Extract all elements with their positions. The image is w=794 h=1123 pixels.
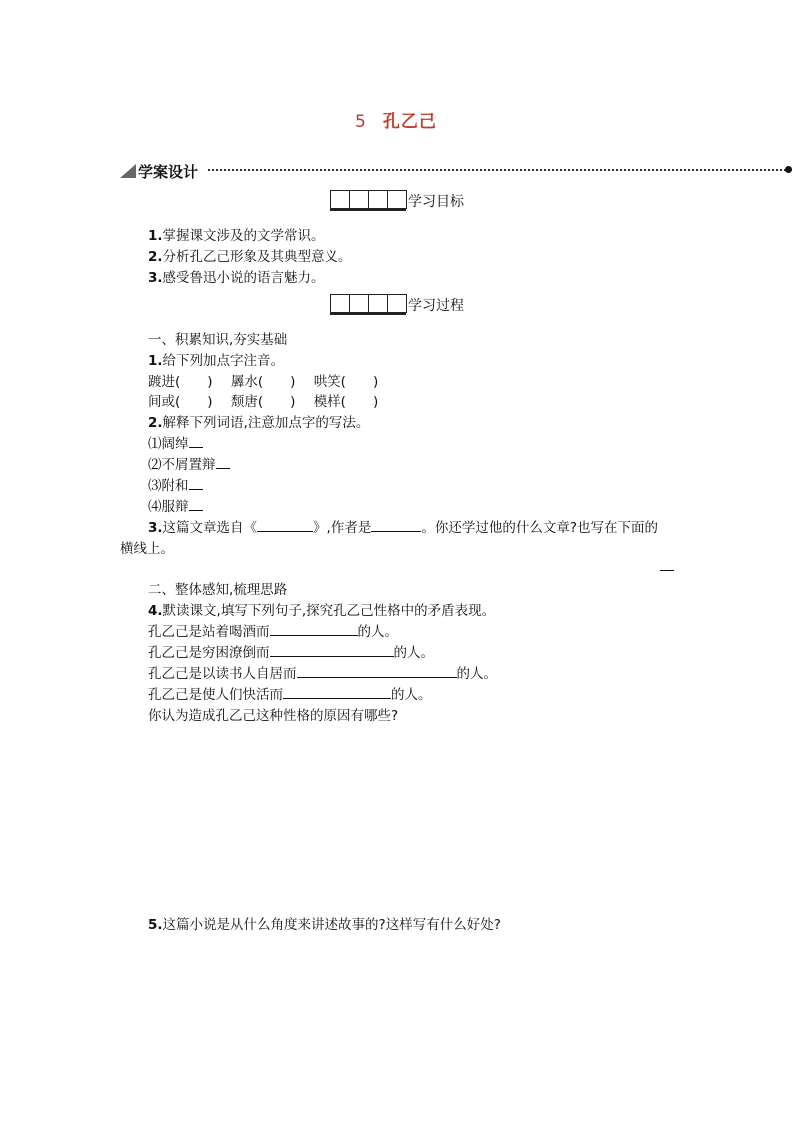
pinyin-item: 间或( ) bbox=[148, 394, 213, 410]
q2-item: ⑷服辩 bbox=[148, 495, 203, 515]
q2-item: ⑶附和 bbox=[148, 474, 203, 494]
heading-boxes bbox=[330, 190, 406, 211]
process-heading bbox=[330, 294, 464, 314]
goal-item: 3.感受鲁迅小说的语言魅力。 bbox=[148, 270, 325, 286]
q2-text: 2.解释下列词语,注意加点字的写法。 bbox=[148, 415, 370, 431]
lesson-title: 孔乙己 bbox=[382, 112, 437, 132]
answer-blank[interactable] bbox=[270, 644, 394, 657]
answer-line[interactable] bbox=[660, 570, 674, 571]
section-header bbox=[120, 160, 792, 182]
answer-blank[interactable] bbox=[270, 623, 358, 636]
q5-text: 5.这篇小说是从什么角度来讲述故事的?这样写有什么好处? bbox=[148, 917, 501, 933]
page-title bbox=[355, 107, 437, 132]
goal-item: 2.分析孔乙己形象及其典型意义。 bbox=[148, 249, 352, 265]
pinyin-item: 羼水( ) bbox=[230, 374, 296, 390]
q4-question: 你认为造成孔乙己这种性格的原因有哪些? bbox=[148, 708, 399, 724]
pinyin-item: 踱进( ) bbox=[148, 374, 213, 390]
heading-boxes bbox=[330, 294, 406, 315]
q4-sentence: 孔乙己是站着喝酒而 的人。 bbox=[148, 624, 398, 640]
q3-text: 3.这篇文章选自《 》,作者是 。你还学过他的什么文章?也写在下面的 bbox=[148, 520, 658, 536]
goal-item: 1.掌握课文涉及的文学常识。 bbox=[148, 228, 325, 244]
rule-end-dot-icon bbox=[785, 166, 792, 173]
answer-blank[interactable] bbox=[371, 519, 421, 532]
pinyin-item: 颓唐( ) bbox=[230, 394, 296, 410]
part1-heading: 一、积累知识,夯实基础 bbox=[148, 332, 288, 348]
dotted-rule bbox=[208, 169, 786, 171]
q4-text: 4.默读课文,填写下列句子,探究孔乙己性格中的矛盾表现。 bbox=[148, 603, 496, 619]
q4-sentence: 孔乙己是穷困潦倒而 的人。 bbox=[148, 645, 434, 661]
answer-blank[interactable] bbox=[297, 665, 457, 678]
answer-blank[interactable] bbox=[257, 519, 313, 532]
q1-row1 bbox=[148, 370, 378, 390]
goals-heading bbox=[330, 190, 464, 210]
answer-blank[interactable] bbox=[283, 686, 391, 699]
q2-item: ⑴阔绰 bbox=[148, 432, 203, 452]
q1-row2 bbox=[148, 390, 378, 410]
q4-sentence: 孔乙己是以读书人自居而 的人。 bbox=[148, 666, 497, 682]
pinyin-item: 模样( ) bbox=[313, 394, 379, 410]
lesson-number: 5 bbox=[355, 112, 367, 132]
q4-sentence: 孔乙己是使人们快活而 的人。 bbox=[148, 687, 432, 703]
process-heading-label: 学习过程 bbox=[408, 297, 464, 314]
q3-cont: 横线上。 bbox=[120, 541, 174, 557]
section-label: 学案设计 bbox=[138, 163, 199, 181]
q1-text: 1.给下列加点字注音。 bbox=[148, 353, 285, 369]
part2-heading: 二、整体感知,梳理思路 bbox=[148, 582, 288, 598]
pinyin-item: 哄笑( ) bbox=[313, 374, 379, 390]
q2-item: ⑵不屑置辩 bbox=[148, 453, 230, 473]
triangle-icon bbox=[120, 164, 136, 178]
goals-heading-label: 学习目标 bbox=[408, 193, 464, 210]
